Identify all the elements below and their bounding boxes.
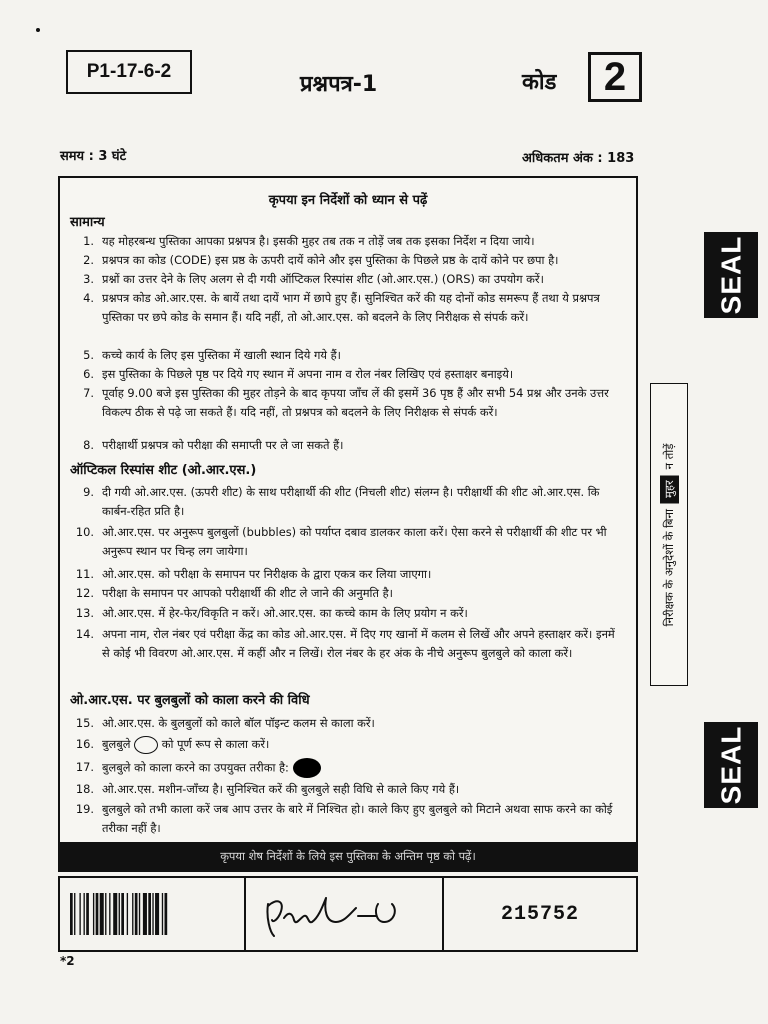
seal-top	[704, 232, 758, 318]
signature-icon	[246, 878, 440, 950]
instruction-item	[66, 289, 624, 327]
item-text: दी गयी ओ.आर.एस. (ऊपरी शीट) के साथ परीक्षार्थी की शीट (निचली शीट) संलग्न है। परीक्षार्थी की शीट ओ.आर.एस. कि कार्बन-रहित प्रति है।	[102, 485, 600, 518]
seal-warning-note	[650, 383, 688, 686]
instruction-item	[66, 232, 624, 251]
item-text: ओ.आर.एस. को परीक्षा के समापन पर निरीक्षक के द्वारा एकत्र कर लिया जाएगा।	[102, 567, 432, 581]
instruction-item	[66, 714, 624, 733]
barcode-icon	[68, 891, 236, 937]
item-number: 10.	[75, 525, 94, 539]
item-number: 14.	[75, 627, 94, 641]
instruction-item	[66, 436, 624, 455]
instruction-item	[66, 346, 624, 365]
barcode-cell	[60, 878, 246, 950]
instruction-item	[66, 800, 624, 838]
instruction-item	[66, 584, 624, 603]
item-text: प्रश्नपत्र का कोड (CODE) इस प्रष्ठ के ऊपरी दायें कोने और इस पुस्तिका के पिछले प्रष्ठ के दायें कोने पर छपा है।	[102, 253, 559, 267]
item-number: 8.	[83, 438, 94, 452]
paper-code-box	[66, 50, 192, 94]
item-text: ओ.आर.एस. में हेर-फेर/विकृति न करें। ओ.आर.एस. का कच्चे काम के लिए प्रयोग न करें।	[102, 606, 468, 620]
item-text: प्रश्नपत्र कोड ओ.आर.एस. के बायें तथा दायें भाग में छापे हुए हैं। सुनिश्चित करें की यह दोनों कोड समरूप हैं तथा ये प्रश्नपत्र पुस्तिका पर छपे कोड के समान हैं। यदि नहीं, तो ओ.आर.एस. को बदलने के लिए निरीक्षक से संपर्क करें।	[102, 291, 600, 324]
item-text: इस पुस्तिका के पिछले पृष्ठ पर दिये गए स्थान में अपना नाम व रोल नंबर लिखिए एवं हस्ताक्षर बनाइये।	[102, 367, 514, 381]
item-number: 16.	[75, 737, 94, 751]
item-number: 18.	[75, 782, 94, 796]
footer-note: कृपया शेष निर्देशों के लिये इस पुस्तिका के अन्तिम पृष्ठ को पढ़ें।	[220, 848, 476, 863]
seal-bottom	[704, 722, 758, 808]
item-number: 17.	[75, 760, 94, 774]
filled-bubble-icon	[293, 758, 321, 778]
seal-label: SEAL	[715, 725, 746, 805]
section-bubbles: ओ.आर.एस. पर बुलबुलों को काला करने की विधि	[70, 693, 310, 708]
item-number: 4.	[83, 291, 94, 305]
item-text: ओ.आर.एस. मशीन-जाँच्य है। सुनिश्चित करें की बुलबुले सही विधि से काले किए गये हैं।	[102, 782, 460, 796]
section-ors: ऑप्टिकल रिस्पांस शीट (ओ.आर.एस.)	[70, 463, 257, 478]
item-text: बुलबुले	[102, 737, 131, 751]
item-text: यह मोहरबन्ध पुस्तिका आपका प्रश्नपत्र है। इसकी मुहर तब तक न तोड़ें जब तक इसका निर्देश न दिया जाये।	[102, 234, 535, 248]
item-text: बुलबुले को तभी काला करें जब आप उत्तर के बारे में निश्चित हो। काले किए हुए बुलबुले को मिटाने अथवा साफ करने का कोई तरीका नहीं है।	[102, 802, 613, 835]
instructions-title: कृपया इन निर्देशों को ध्यान से पढ़ें	[268, 193, 428, 208]
instruction-item	[66, 270, 624, 289]
side-note-highlight: मुहर	[660, 475, 679, 503]
item-text: को पूर्ण रूप से काला करें।	[161, 737, 270, 751]
instruction-item	[66, 565, 624, 584]
code-value: 2	[603, 54, 627, 99]
instruction-item	[66, 625, 624, 663]
item-text: ओ.आर.एस. के बुलबुलों को काले बॉल पॉइन्ट कलम से काला करें।	[102, 716, 375, 730]
instruction-item	[66, 365, 624, 384]
instruction-item	[66, 483, 624, 521]
corner-dot	[36, 28, 40, 32]
item-number: 11.	[75, 567, 94, 581]
max-marks: अधिकतम अंक : 183	[522, 151, 635, 166]
instruction-item	[66, 604, 624, 623]
barcode-signature-strip	[58, 876, 638, 952]
serial-number: 215752	[500, 902, 579, 926]
side-note-after: न तोड़ें	[661, 443, 676, 469]
item-number: 15.	[75, 716, 94, 730]
item-text: बुलबुले को काला करने का उपयुक्त तरीका है:	[102, 760, 289, 775]
item-number: 7.	[83, 386, 94, 400]
signature-cell	[246, 878, 444, 950]
paper-code: P1-17-6-2	[86, 61, 172, 82]
instruction-item	[66, 735, 624, 754]
item-number: 3.	[83, 272, 94, 286]
item-text: परीक्षार्थी प्रश्नपत्र को परीक्षा की समाप्ती पर ले जा सकते हैं।	[102, 438, 344, 452]
empty-bubble-icon	[134, 736, 158, 754]
item-number: 12.	[75, 586, 94, 600]
instruction-item	[66, 251, 624, 270]
item-number: 6.	[83, 367, 94, 381]
section-general: सामान्य	[70, 215, 105, 230]
serial-cell	[444, 878, 636, 950]
seal-label: SEAL	[715, 235, 746, 315]
item-number: 13.	[75, 606, 94, 620]
page-mark: *2	[60, 954, 75, 968]
instruction-item	[66, 384, 624, 422]
instruction-item	[66, 758, 624, 778]
item-text: प्रश्नों का उत्तर देने के लिए अलग से दी गयी ऑप्टिकल रिस्पांस शीट (ओ.आर.एस.) (ORS) का उपयोग करें।	[102, 272, 544, 286]
item-text: पूर्वाह 9.00 बजे इस पुस्तिका की मुहर तोड़ने के बाद कृपया जाँच लें की इसमें 36 पृष्ठ हैं और सभी 54 प्रश्न और उनके उत्तर विकल्प ठीक से पढ़े जा सकते हैं। यदि नहीं, तो प्रश्नपत्र को बदलने के लिए निरीक्षक से संपर्क करें।	[102, 386, 609, 419]
exam-duration: समय : 3 घंटे	[60, 149, 127, 164]
side-note-before: निरीक्षक के अनुदेशों के बिना	[661, 508, 676, 626]
code-box	[588, 52, 642, 102]
instructions-box	[58, 176, 638, 872]
item-text: परीक्षा के समापन पर आपको परीक्षार्थी की शीट ले जाने की अनुमति है।	[102, 586, 393, 600]
item-number: 5.	[83, 348, 94, 362]
code-label: कोड	[522, 70, 557, 95]
item-number: 2.	[83, 253, 94, 267]
item-number: 19.	[75, 802, 94, 816]
instruction-item	[66, 523, 624, 561]
item-text: कच्चे कार्य के लिए इस पुस्तिका में खाली स्थान दिये गये हैं।	[102, 348, 341, 362]
item-number: 1.	[83, 234, 94, 248]
paper-title: प्रश्नपत्र-1	[300, 72, 378, 97]
footer-note-bar	[58, 842, 638, 870]
item-number: 9.	[83, 485, 94, 499]
item-text: अपना नाम, रोल नंबर एवं परीक्षा केंद्र का कोड ओ.आर.एस. में दिए गए खानों में कलम से लिखें और अपने हस्ताक्षर करें। इनमें से कोई भी विवरण ओ.आर.एस. में कहीं और न लिखें। रोल नंबर के हर अंक के नीचे अनुरूप बुलबुले को काला करें।	[102, 627, 615, 660]
item-text: ओ.आर.एस. पर अनुरूप बुलबुलों (bubbles) को पर्याप्त दबाव डालकर काला करें। ऐसा करने से परीक्षार्थी की शीट पर भी अनुरूप स्थान पर चिन्ह लग जायेगा।	[102, 525, 607, 558]
instruction-item	[66, 780, 624, 799]
